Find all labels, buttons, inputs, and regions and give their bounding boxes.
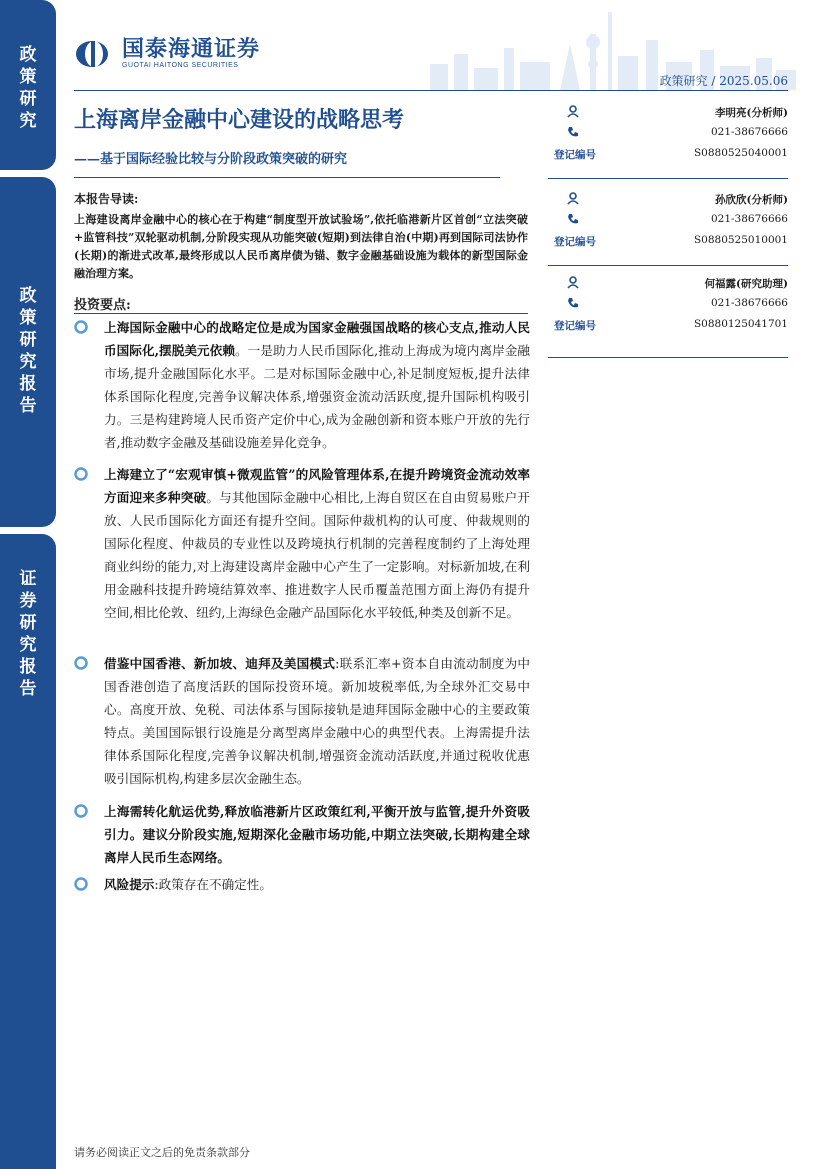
point-item: [74, 873, 530, 896]
analyst-name: 孙欣欣(分析师): [715, 194, 788, 206]
point-item: [74, 463, 530, 624]
point-item: [74, 316, 530, 454]
bullet-circle-icon: [74, 467, 88, 481]
points-heading: 投资要点:: [74, 298, 131, 313]
point-text: 。一是助力人民币国际化,推动上海成为境内离岸金融市场,提升金融国际化水平。二是对标国际金融中心,补足制度短板,提升法律体系国际化程度,完善争议解决体系,增强资金流动活跃度,提升国际机构吸引力。三是构建跨境人民币资产定价中心,成为金融创新和资本账户开放的先行者,推动数字金融及基础设施差异化竞争。: [104, 343, 530, 450]
side-tab-policy-research: 政策研究: [0, 0, 56, 170]
logo-mark-icon: [74, 39, 114, 69]
analyst-divider: [548, 357, 788, 358]
person-icon: [566, 191, 580, 205]
analyst-phone: 021-38676666: [710, 126, 788, 138]
bullet-circle-icon: [74, 656, 88, 670]
analyst-card: [548, 103, 788, 179]
analyst-reg-number: S0880125041701: [693, 318, 788, 330]
point-item: [74, 652, 530, 790]
report-title: 上海离岸金融中心建设的战略思考: [74, 107, 405, 133]
guide-heading: 本报告导读:: [74, 192, 139, 206]
analyst-phone: 021-38676666: [710, 297, 788, 309]
point-text: :政策存在不确定性。: [154, 877, 272, 892]
analyst-phone: 021-38676666: [710, 213, 788, 225]
report-subtitle: ——基于国际经验比较与分阶段政策突破的研究: [74, 152, 348, 167]
point-bold: 风险提示: [104, 877, 155, 892]
bullet-circle-icon: [74, 320, 88, 334]
point-bold: 借鉴中国香港、新加坡、迪拜及美国模式: [104, 656, 336, 671]
analyst-name: 何福露(研究助理): [704, 278, 788, 290]
reg-label: 登记编号: [554, 149, 596, 161]
logo-text-cn: 国泰海通证券: [122, 37, 261, 62]
person-icon: [566, 104, 580, 118]
analyst-card: [548, 274, 788, 358]
point-bold: 上海建立了“宏观审慎+微观监管”的风险管理体系,在提升跨境资金流动效率方面迎来多种突破: [104, 467, 530, 505]
point-text: 。与其他国际金融中心相比,上海自贸区在自由贸易账户开放、人民币国际化方面还有提升空间。国际仲裁机构的认可度、仲裁规则的国际化程度、仲裁员的专业性以及跨境执行机制的完善程度制约了上海处理商业纠纷的能力,对上海建设离岸金融中心产生了一定影响。对标新加坡,在利用金融科技提升跨境结算效率、推进数字人民币覆盖范围方面上海仍有提升空间,相比伦敦、纽约,上海绿色金融产品国际化水平较低,种类及创新不足。: [104, 490, 531, 620]
point-text: :联系汇率+资本自由流动制度为中国香港创造了高度活跃的国际投资环境。新加坡税率低,为全球外汇交易中心。高度开放、免税、司法体系与国际接轨是迪拜国际金融中心的主要政策特点。美国国际银行设施是分离型离岸金融中心的典型代表。上海需提升法律体系国际化程度,完善争议解决机制,增强资金流动活跃度,并通过税收优惠吸引国际机构,构建多层次金融生态。: [104, 656, 531, 786]
points-divider: [74, 313, 528, 314]
point-bold: 上海国际金融中心的战略定位是成为国家金融强国战略的核心支点,推动人民币国际化,摆脱美元依赖: [104, 320, 530, 358]
point-item: [74, 800, 530, 869]
header-divider: [74, 90, 788, 91]
guide-body: 上海建设离岸金融中心的核心在于构建“制度型开放试验场”,依托临港新片区首创“立法突破+监管科技”双轮驱动机制,分阶段实现从功能突破(短期)到法律自治(中期)再到国际司法协作(长期)的渐进式改革,最终形成以人民币离岸债为锚、数字金融基础设施为载体的新型国际金融治理方案。: [74, 213, 528, 280]
phone-icon: [566, 212, 580, 226]
analyst-reg-number: S0880525040001: [693, 147, 788, 159]
analyst-reg-number: S0880525010001: [693, 234, 788, 246]
report-meta: 政策研究 / 2025.05.06: [659, 74, 788, 88]
point-bold: 上海需转化航运优势,释放临港新片区政策红利,平衡开放与监管,提升外资吸引力。建议分阶段实施,短期深化金融市场功能,中期立法突破,长期构建全球离岸人民币生态网络。: [104, 804, 530, 865]
analyst-name: 李明亮(分析师): [715, 107, 788, 119]
logo-text-en: GUOTAI HAITONG SECURITIES: [122, 62, 239, 69]
company-logo: [74, 38, 260, 69]
reg-label: 登记编号: [554, 320, 596, 332]
phone-icon: [566, 125, 580, 139]
bullet-circle-icon: [74, 804, 88, 818]
side-tab-securities-report: 证券研究报告: [0, 534, 56, 1169]
analyst-divider: [548, 265, 788, 266]
phone-icon: [566, 296, 580, 310]
bullet-circle-icon: [74, 877, 88, 891]
reg-label: 登记编号: [554, 236, 596, 248]
analyst-divider: [548, 178, 788, 179]
disclaimer-footer: 请务必阅读正文之后的免责条款部分: [74, 1146, 250, 1159]
title-divider: [74, 177, 500, 178]
person-icon: [566, 275, 580, 289]
side-tab-policy-report: 政策研究报告: [0, 177, 56, 527]
analyst-card: [548, 190, 788, 266]
